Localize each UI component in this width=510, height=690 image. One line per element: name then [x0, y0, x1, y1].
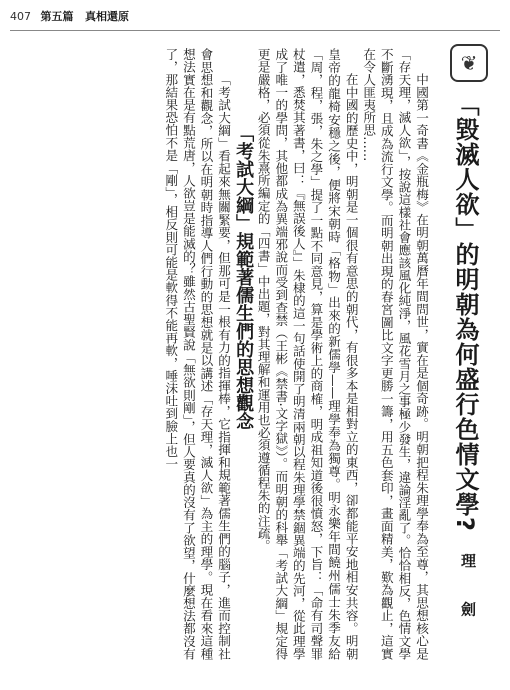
- article-title: 「毀滅人欲」的明朝為何盛行色情文學?: [451, 92, 479, 532]
- page-number: 407: [10, 10, 31, 23]
- body-paragraph: 「考試大綱」看起來無關緊要，但那可是一根有力的指揮棒，它指揮和規範著儒生們的腦子，進而控制社會思想和觀念，所以在明朝時指導人們行動的思想就是以講述「存天理，滅人欲」為主的理學。現在看來這種想法實在是有點荒唐，人欲豈是能滅的？雖然古聖賢說「無欲則剛」，但人要真的沒有了欲望，什麼想法都沒有了，那結果恐怕不是「剛」，相反則可能是軟得不能再軟，唾沫吐到臉上也一: [163, 48, 232, 660]
- page-header: [10, 8, 129, 26]
- article-author: 理 劍: [459, 553, 477, 631]
- scroll-ornament-icon: ❦: [450, 44, 488, 82]
- section-subheading: 「考試大綱」規範著儒生們的思想觀念: [233, 124, 255, 430]
- part-title: 真相還原: [85, 10, 129, 23]
- body-paragraph: 中國第一奇書《金瓶梅》在明朝萬曆年間問世，實在是個奇跡。明朝把程朱理學奉為至尊，其思想核心是「存天理，滅人欲」，按說這樣社會應該風化純淨，風花雪月之事極少發生，違論淫亂了。恰恰相反，色情文學不斷湧現，且成為流行文學。而明朝出現的春宮圖比文字更勝一籌，用五色套印，畫面精美，歎為觀止，這實在令人匪夷所思……: [361, 48, 429, 660]
- body-paragraph: 在中國的歷史中，明朝是一個很有意思的朝代，有很多本是相對立的東西，卻都能平安地相安共容。明朝皇帝的龍椅安穩之後，便將宋朝時「格物」出來的新儒學——理學奉為獨尊。明永樂年間饒州儒士朱季友給「周，程，張，朱之學」提了一點不同意見，算是學術上的商榷，明成祖知道後很憤怒，下旨：「命有司聲罪杖遣，悉焚其著書，曰：『無誤後人』」朱棣的這一句話使開了明清兩朝以程朱理學禁錮異端的先河，從此理學成了唯一的學問，其他都成為異端邪說而受到查禁（王彬《禁書·文字獄》）。而明朝的科舉「考試大綱」規定得更是嚴格，必須從朱熹所編定的「四書」中出題，對其理解和運用也必須遵循程朱的注疏。: [255, 48, 359, 660]
- header-divider: [10, 30, 500, 31]
- article-body: [24, 48, 430, 660]
- part-label: 第五篇: [40, 10, 74, 23]
